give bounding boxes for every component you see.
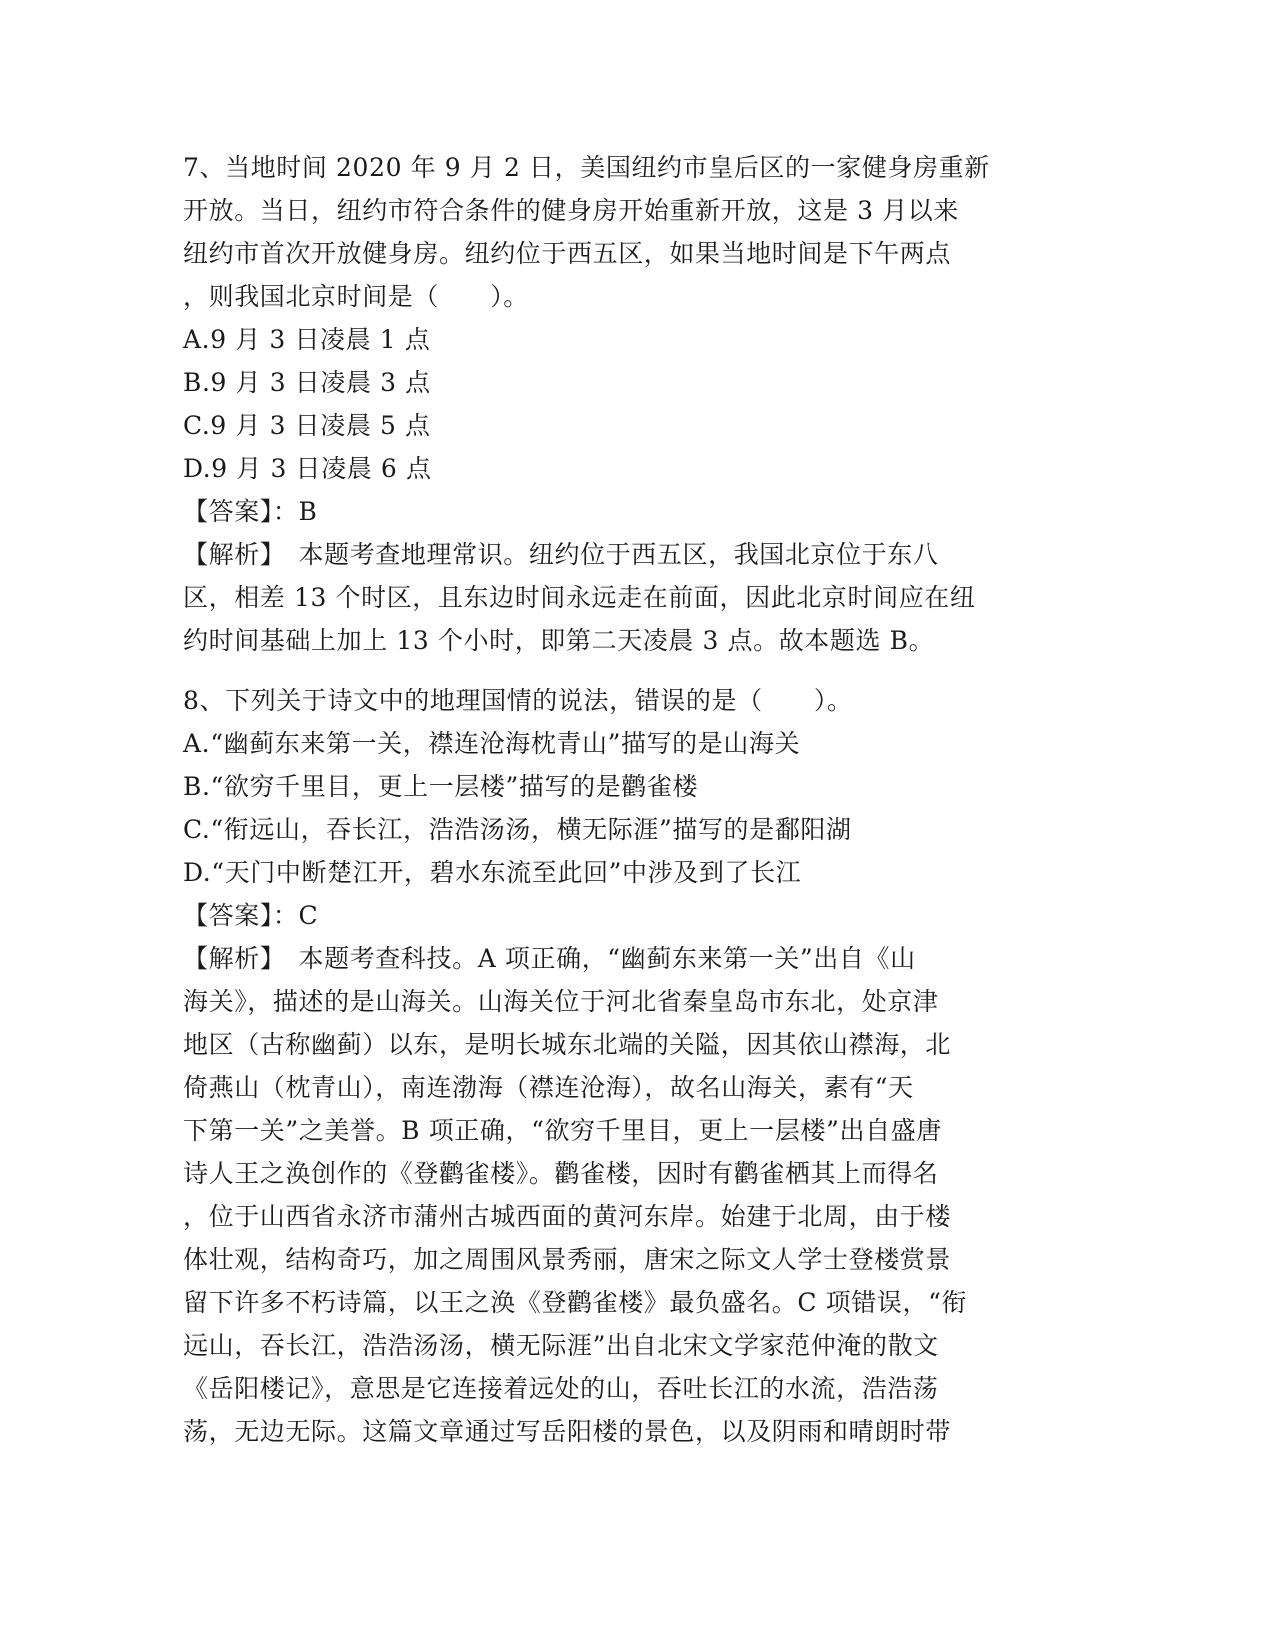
analysis-line: 约时间基础上加上 13 个小时，即第二天凌晨 3 点。故本题选 B。 <box>183 626 935 655</box>
question-stem-line: 纽约市首次开放健身房。纽约位于西五区，如果当地时间是下午两点 <box>183 239 952 268</box>
question-spacer <box>183 662 1063 679</box>
analysis-line: 诗人王之涣创作的《登鹳雀楼》。鹳雀楼，因时有鹳雀栖其上而得名 <box>183 1159 939 1188</box>
option-b: B.9 月 3 日凌晨 3 点 <box>183 368 431 397</box>
option-c: C.“衔远山，吞长江，浩浩汤汤，横无际涯”描写的是鄱阳湖 <box>183 815 852 844</box>
analysis-line: 地区（古称幽蓟）以东，是明长城东北端的关隘，因其依山襟海，北 <box>183 1030 952 1059</box>
option-c: C.9 月 3 日凌晨 5 点 <box>183 411 431 440</box>
analysis-line: ，位于山西省永济市蒲州古城西面的黄河东岸。始建于北周，由于楼 <box>183 1202 952 1231</box>
analysis-line: 荡，无边无际。这篇文章通过写岳阳楼的景色，以及阴雨和晴朗时带 <box>183 1417 952 1446</box>
analysis-line: 体壮观，结构奇巧，加之周围风景秀丽，唐宋之际文人学士登楼赏景 <box>183 1245 952 1274</box>
analysis-line: 留下许多不朽诗篇，以王之涣《登鹳雀楼》最负盛名。C 项错误，“衔 <box>183 1288 968 1317</box>
document-page <box>183 146 1063 1453</box>
option-d: D.“天门中断楚江开，碧水东流至此回”中涉及到了长江 <box>183 858 802 887</box>
question-stem-line: 7、当地时间 2020 年 9 月 2 日，美国纽约市皇后区的一家健身房重新 <box>183 153 990 182</box>
analysis-line: 【解析】 本题考查科技。A 项正确，“幽蓟东来第一关”出自《山 <box>183 944 916 973</box>
analysis-line: 倚燕山（枕青山），南连渤海（襟连沧海），故名山海关，素有“天 <box>183 1073 914 1102</box>
answer-line: 【答案】：B <box>183 497 318 526</box>
option-d: D.9 月 3 日凌晨 6 点 <box>183 454 432 483</box>
analysis-line: 海关》，描述的是山海关。山海关位于河北省秦皇岛市东北，处京津 <box>183 987 939 1016</box>
analysis-line: 《岳阳楼记》，意思是它连接着远处的山，吞吐长江的水流，浩浩荡 <box>183 1374 939 1403</box>
question-stem-line: 开放。当日，纽约市符合条件的健身房开始重新开放，这是 3 月以来 <box>183 196 960 225</box>
question-8 <box>183 679 1063 1453</box>
option-a: A.“幽蓟东来第一关，襟连沧海枕青山”描写的是山海关 <box>183 729 801 758</box>
question-stem-line: 8、下列关于诗文中的地理国情的说法，错误的是（ ）。 <box>183 686 853 715</box>
analysis-line: 下第一关”之美誉。B 项正确，“欲穷千里目，更上一层楼”出自盛唐 <box>183 1116 942 1145</box>
analysis-line: 【解析】 本题考查地理常识。纽约位于西五区，我国北京位于东八 <box>183 540 939 569</box>
question-stem-line: ，则我国北京时间是（ ）。 <box>183 282 529 311</box>
answer-line: 【答案】：C <box>183 901 319 930</box>
option-b: B.“欲穷千里目，更上一层楼”描写的是鹳雀楼 <box>183 772 699 801</box>
analysis-line: 区，相差 13 个时区，且东边时间永远走在前面，因此北京时间应在纽 <box>183 583 976 612</box>
option-a: A.9 月 3 日凌晨 1 点 <box>183 325 431 354</box>
analysis-line: 远山，吞长江，浩浩汤汤，横无际涯”出自北宋文学家范仲淹的散文 <box>183 1331 939 1360</box>
question-7 <box>183 146 1063 662</box>
